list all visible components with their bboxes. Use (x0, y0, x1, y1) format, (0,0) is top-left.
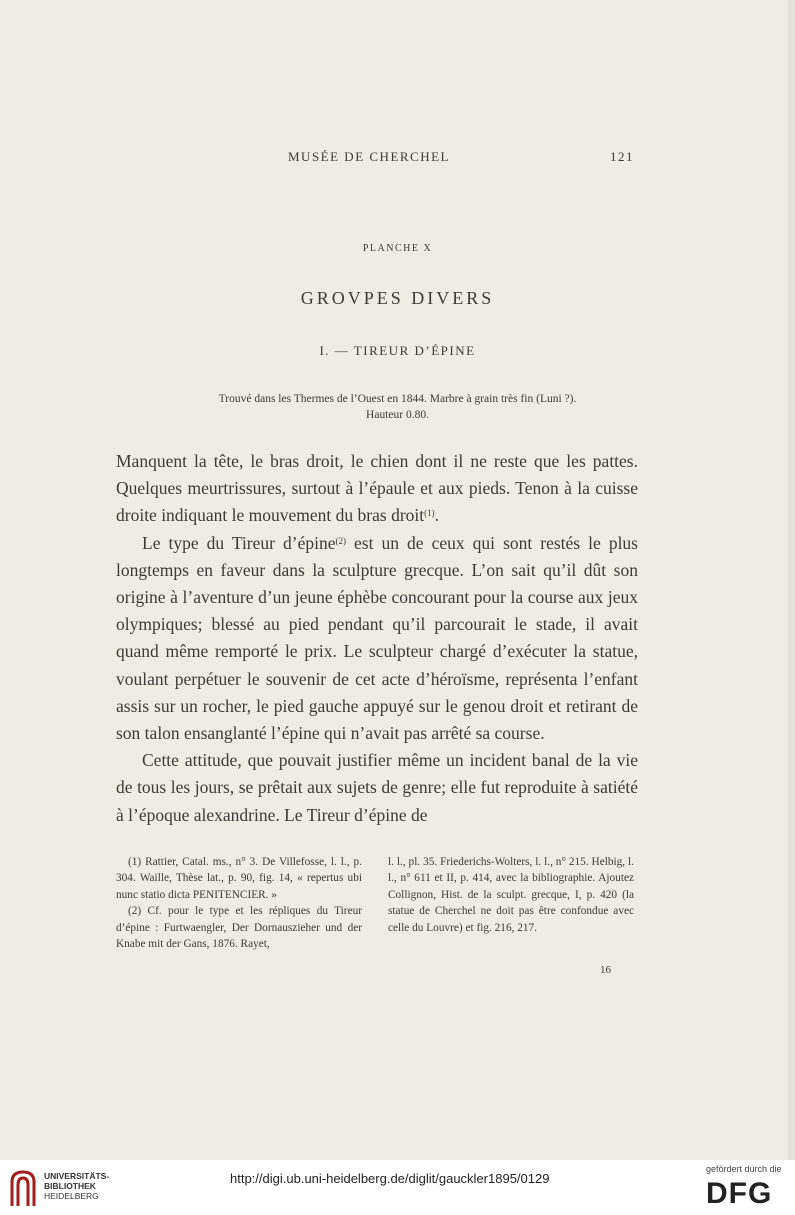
provenance-note (0, 391, 795, 423)
plate-label: PLANCHE X (362, 243, 433, 254)
viewer-footer (0, 1160, 795, 1215)
paragraph-1 (116, 448, 638, 530)
body-text (116, 448, 638, 829)
footnotes-left-column (116, 854, 362, 952)
funding-note: gefördert durch die (706, 1164, 782, 1174)
paragraph-2 (116, 530, 638, 748)
footnote-ref-2: (2) (335, 535, 346, 546)
running-title: MUSÉE DE CHERCHEL (288, 149, 450, 164)
page-number: 121 (610, 149, 634, 164)
paragraph-1-text: Manquent la tête, le bras droit, le chien dont il ne reste que les pattes. Quelques meurtrissures, surtout à l’épaule et aux pieds. Tenon à la cuisse droite indiquant le mouvement du bras droit (116, 451, 638, 526)
signature-mark: 16 (600, 964, 611, 976)
section-title: GROVPES DIVERS (300, 288, 495, 308)
footnote-ref-1: (1) (424, 508, 435, 519)
provenance-line-2: Hauteur 0.80. (366, 409, 429, 421)
provenance-line-1: Trouvé dans les Thermes de l’Ouest en 1844. Marbre à grain très fin (Luni ?). (218, 393, 577, 405)
footnotes-right-column (388, 854, 634, 936)
running-header (0, 149, 795, 169)
paragraph-2-text: est un de ceux qui sont restés le plus longtemps en faveur dans la sculpture grecque. L’on sait qu’il dût son origine à l’aventure d’un jeune éphèbe concourant pour la course aux jeux olympiques; blessé au pied pendant qu’il parcourait le stade, il avait quand même remporté le prix. Le sculpteur chargé d’exécuter la statue, voulant perpétuer le souvenir de cet acte d’héroïsme, représenta l’enfant assis sur un rocher, le pied gauche appuyé sur le genou droit et retirant de son talon ensanglanté l’épine qui n’avait pas arrêté sa course. (116, 532, 638, 744)
library-name-line-1: UNIVERSITÄTS- (44, 1171, 110, 1181)
paragraph-3: Cette attitude, que pouvait justifier même un incident banal de la vie de tous les jours, se prêtait aux sujets de genre; elle fut reproduite à satiété à l’époque alexandrine. Le Tireur d’épine de (116, 750, 638, 825)
footnote-continuation: l. l., pl. 35. Friederichs-Wolters, l. l., n° 215. Helbig, l. l., n° 611 et II, p. 414, avec la bibliographie. Ajoutez Collignon, Hist. de la sculpt. grecque, I, p. 420 (la statue de Cherchel ne doit pas être confondue avec celle du Louvre) et fig. 216, 217. (388, 856, 634, 934)
footnote-2: (2) Cf. pour le type et les répliques du Tireur d’épine : Furtwaengler, Der Dornauszieher und der Knabe mit der Gans, 1876. Rayet, (116, 905, 362, 951)
paragraph-1-end: . (434, 505, 440, 526)
library-name-line-3: HEIDELBERG (44, 1191, 99, 1201)
library-name-line-2: BIBLIOTHEK (44, 1181, 96, 1191)
footnote-1: (1) Rattier, Catal. ms., n° 3. De Villefosse, l. l., p. 304. Waille, Thèse lat., p. 90, fig. 14, « repertus ubi nunc statio dicta PENITENCIER. » (116, 856, 362, 901)
paragraph-2-start: Le type du Tireur d’épine (142, 532, 336, 553)
section-subtitle: I. — TIREUR D’ÉPINE (319, 343, 476, 358)
permalink-url[interactable]: http://digi.ub.uni-heidelberg.de/diglit/gauckler1895/0129 (230, 1171, 550, 1186)
page-edge (788, 0, 795, 1160)
ub-heidelberg-logo-icon[interactable] (8, 1168, 38, 1208)
library-name[interactable] (44, 1171, 109, 1201)
dfg-logo[interactable]: DFG (706, 1177, 773, 1210)
